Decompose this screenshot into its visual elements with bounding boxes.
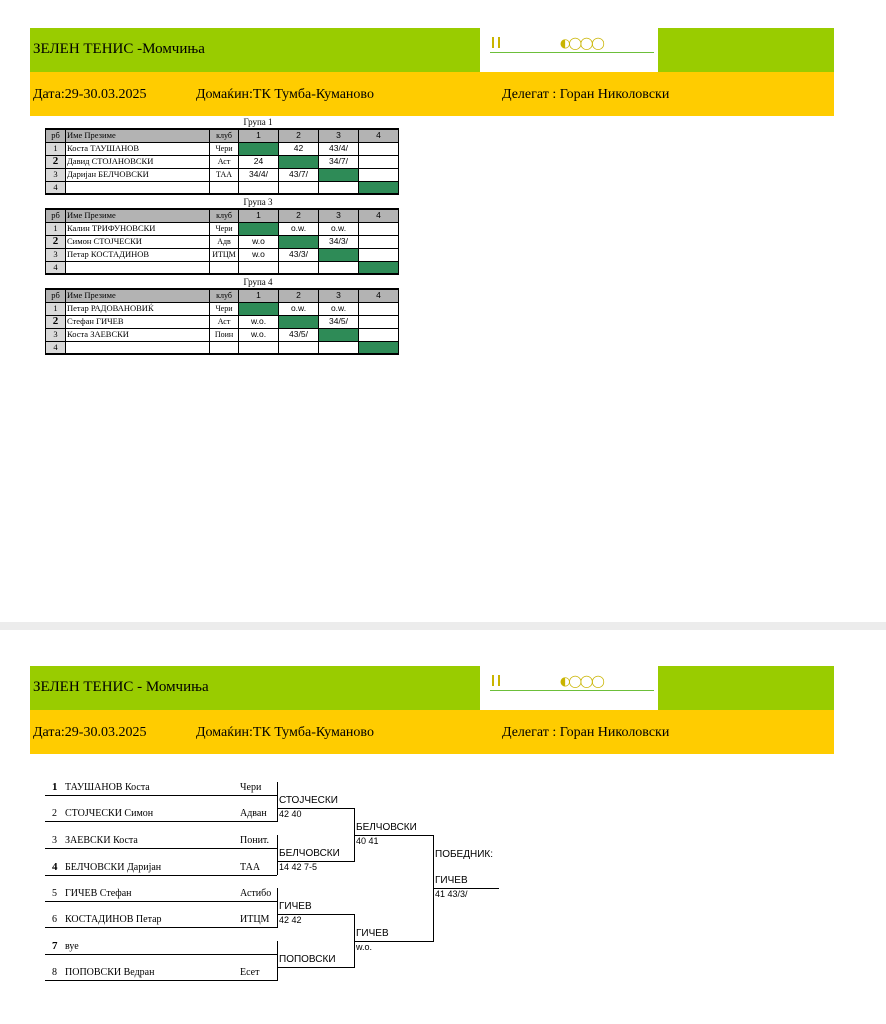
bracket-line [45,848,277,849]
score-self [319,168,359,181]
score-cell: w.o [239,235,279,248]
bracket-connector [277,941,278,981]
player-club: Чери [210,142,239,155]
col-2: 2 [279,289,319,302]
group-table [45,208,399,275]
score-self [319,328,359,341]
logo-line [490,52,654,53]
row-rank: 3 [46,328,66,341]
seed-number: 6 [52,914,57,925]
score-cell: 24 [239,155,279,168]
winner-label: ПОБЕДНИК: [435,849,493,860]
player-club: Чери [210,222,239,235]
score-cell [359,315,399,328]
player-club [210,181,239,194]
score-cell: 43/5/ [279,328,319,341]
bracket-line [45,980,277,981]
event-delegate: Делегат : Горан Николовски [502,725,670,740]
bracket-line [45,821,277,822]
table-row [46,155,399,168]
score-cell: 34/5/ [319,315,359,328]
player-name: Калин ТРИФУНОВСКИ [66,222,210,235]
bracket-line [45,954,277,955]
entry-club: ТАА [240,862,261,873]
entry-name: ПОПОВСКИ Ведран [65,967,155,978]
bracket-line [45,875,277,876]
score-self [279,235,319,248]
elimination-bracket [0,630,886,1024]
semifinal-score: 40 41 [356,836,379,846]
player-name [66,181,210,194]
row-rank: 1 [46,142,66,155]
score-cell: w.o. [239,328,279,341]
logo-bar-icon [492,37,500,48]
tournament-title: ЗЕЛЕН ТЕНИС -Момчиња [33,41,205,57]
score-cell: w.o [239,248,279,261]
player-name [66,341,210,354]
entry-name: ГИЧЕВ Стефан [65,888,132,899]
score-cell: o.w. [319,302,359,315]
entry-name: БЕЛЧОВСКИ Даријан [65,862,162,873]
col-club: клуб [210,289,239,302]
header-yellow-band [30,72,834,116]
score-cell: 43/4/ [319,142,359,155]
score-cell [359,302,399,315]
player-name: Стефан ГИЧЕВ [66,315,210,328]
group-caption: Група 1 [243,117,273,127]
score-cell: 34/4/ [239,168,279,181]
score-cell [359,328,399,341]
event-date: Дата:29-30.03.2025 [33,87,147,102]
seed-number: 2 [52,808,57,819]
player-club: Аст [210,155,239,168]
player-club: Адв [210,235,239,248]
bracket-connector [277,888,278,928]
round2-score: 42 42 [279,915,302,925]
table-row [46,261,399,274]
score-self [239,302,279,315]
round2-winner: ГИЧЕВ [279,901,312,912]
event-date: Дата:29-30.03.2025 [33,725,147,740]
entry-name: СТОЈЧЕСКИ Симон [65,808,154,819]
score-cell: 42 [279,142,319,155]
player-name: Даријан БЕЛЧОВСКИ [66,168,210,181]
bracket-connector [277,782,278,822]
round2-winner: БЕЛЧОВСКИ [279,848,340,859]
score-self [239,222,279,235]
table-row [46,181,399,194]
seed-number: 5 [52,888,57,899]
col-4: 4 [359,289,399,302]
score-self [319,248,359,261]
group-table [45,128,399,195]
player-club: Чери [210,302,239,315]
player-club [210,341,239,354]
player-club: Поин [210,328,239,341]
event-delegate: Делегат : Горан Николовски [502,87,670,102]
row-rank: 2 [46,315,66,328]
score-cell [359,248,399,261]
player-name: Коста ЗАЕВСКИ [66,328,210,341]
group-table [45,288,399,355]
tournament-title: ЗЕЛЕН ТЕНИС - Момчиња [33,679,209,695]
row-rank: 4 [46,181,66,194]
row-rank: 1 [46,222,66,235]
row-rank: 4 [46,261,66,274]
player-club: ТАА [210,168,239,181]
col-2: 2 [279,129,319,142]
col-rb: рб [46,129,66,142]
table-row [46,248,399,261]
score-cell: 43/7/ [279,168,319,181]
header-green-band [30,28,834,72]
score-cell [359,222,399,235]
score-cell: o.w. [279,302,319,315]
player-name: Коста ТАУШАНОВ [66,142,210,155]
row-rank: 4 [46,341,66,354]
col-club: клуб [210,129,239,142]
table-row [46,235,399,248]
score-cell [239,341,279,354]
row-rank: 3 [46,248,66,261]
col-name: Име Презиме [66,209,210,222]
table-row [46,315,399,328]
col-1: 1 [239,129,279,142]
event-host: Домаќин:ТК Тумба-Куманово [196,725,374,740]
player-name: Петар КОСТАДИНОВ [66,248,210,261]
score-cell: 34/3/ [319,235,359,248]
event-host: Домаќин:ТК Тумба-Куманово [196,87,374,102]
player-name: Давид СТОЈАНОВСКИ [66,155,210,168]
col-3: 3 [319,289,359,302]
round2-winner: СТОЈЧЕСКИ [279,795,338,806]
player-club: Аст [210,315,239,328]
score-cell: w.o. [239,315,279,328]
row-rank: 2 [46,155,66,168]
row-rank: 1 [46,302,66,315]
player-club: ИТЦМ [210,248,239,261]
bracket-line [45,901,277,902]
group-caption: Група 3 [243,197,273,207]
bracket-line [45,927,277,928]
seed-number: 3 [52,835,57,846]
score-self [279,315,319,328]
score-cell [359,155,399,168]
score-cell [359,235,399,248]
entry-club: ИТЦМ [240,914,270,925]
score-self [359,261,399,274]
score-self [279,155,319,168]
entry-club: Астибо [240,888,272,899]
col-name: Име Презиме [66,289,210,302]
col-rb: рб [46,289,66,302]
player-club [210,261,239,274]
row-rank: 2 [46,235,66,248]
score-cell [279,181,319,194]
col-name: Име Презиме [66,129,210,142]
col-rb: рб [46,209,66,222]
semifinal-winner: ГИЧЕВ [356,928,389,939]
table-row [46,302,399,315]
table-row [46,328,399,341]
entry-club: Адван [240,808,267,819]
score-cell [279,261,319,274]
score-cell: o.w. [279,222,319,235]
score-cell [319,261,359,274]
entry-club: Есет [240,967,260,978]
table-row [46,222,399,235]
round2-winner: ПОПОВСКИ [279,954,336,965]
score-cell [279,341,319,354]
score-cell [319,341,359,354]
col-2: 2 [279,209,319,222]
table-row [46,341,399,354]
score-cell [359,142,399,155]
page-separator [0,622,886,630]
table-row [46,142,399,155]
bracket-connector [277,835,278,875]
col-3: 3 [319,209,359,222]
round2-score: 14 42 7-5 [279,862,318,872]
entry-name: ТАУШАНОВ Коста [65,782,150,793]
round2-score: 42 40 [279,809,302,819]
score-cell [239,261,279,274]
entry-name: КОСТАДИНОВ Петар [65,914,162,925]
col-4: 4 [359,209,399,222]
entry-club: Чери [240,782,262,793]
table-row [46,168,399,181]
player-name [66,261,210,274]
federation-logo [480,28,658,76]
bracket-line [45,795,277,796]
score-self [239,142,279,155]
group-caption: Група 4 [243,277,273,287]
score-self [359,181,399,194]
entry-name: ЗАЕВСКИ Коста [65,835,138,846]
page-bracket [0,630,886,1024]
seed-number: 7 [52,940,58,952]
entry-name: вуе [65,941,79,952]
score-cell [319,181,359,194]
score-cell: 43/3/ [279,248,319,261]
player-name: Симон СТОЈЧЕСКИ [66,235,210,248]
entry-club: Понит. [240,835,270,846]
logo-rings-icon: ◐◯◯◯ [560,674,603,688]
score-cell: 34/7/ [319,155,359,168]
score-self [359,341,399,354]
seed-number: 1 [52,781,58,793]
semifinal-score: w.o. [356,942,373,952]
player-name: Петар РАДОВАНОВИЌ [66,302,210,315]
col-4: 4 [359,129,399,142]
score-cell: o.w. [319,222,359,235]
champion-score: 41 43/3/ [435,889,468,899]
logo-rings-icon: ◐◯◯◯ [560,36,603,50]
score-cell [239,181,279,194]
seed-number: 4 [52,861,58,873]
semifinal-winner: БЕЛЧОВСКИ [356,822,417,833]
seed-number: 8 [52,967,57,978]
col-1: 1 [239,209,279,222]
bracket-line [277,967,354,968]
col-club: клуб [210,209,239,222]
col-3: 3 [319,129,359,142]
col-1: 1 [239,289,279,302]
champion-name: ГИЧЕВ [435,875,468,886]
score-cell [359,168,399,181]
row-rank: 3 [46,168,66,181]
